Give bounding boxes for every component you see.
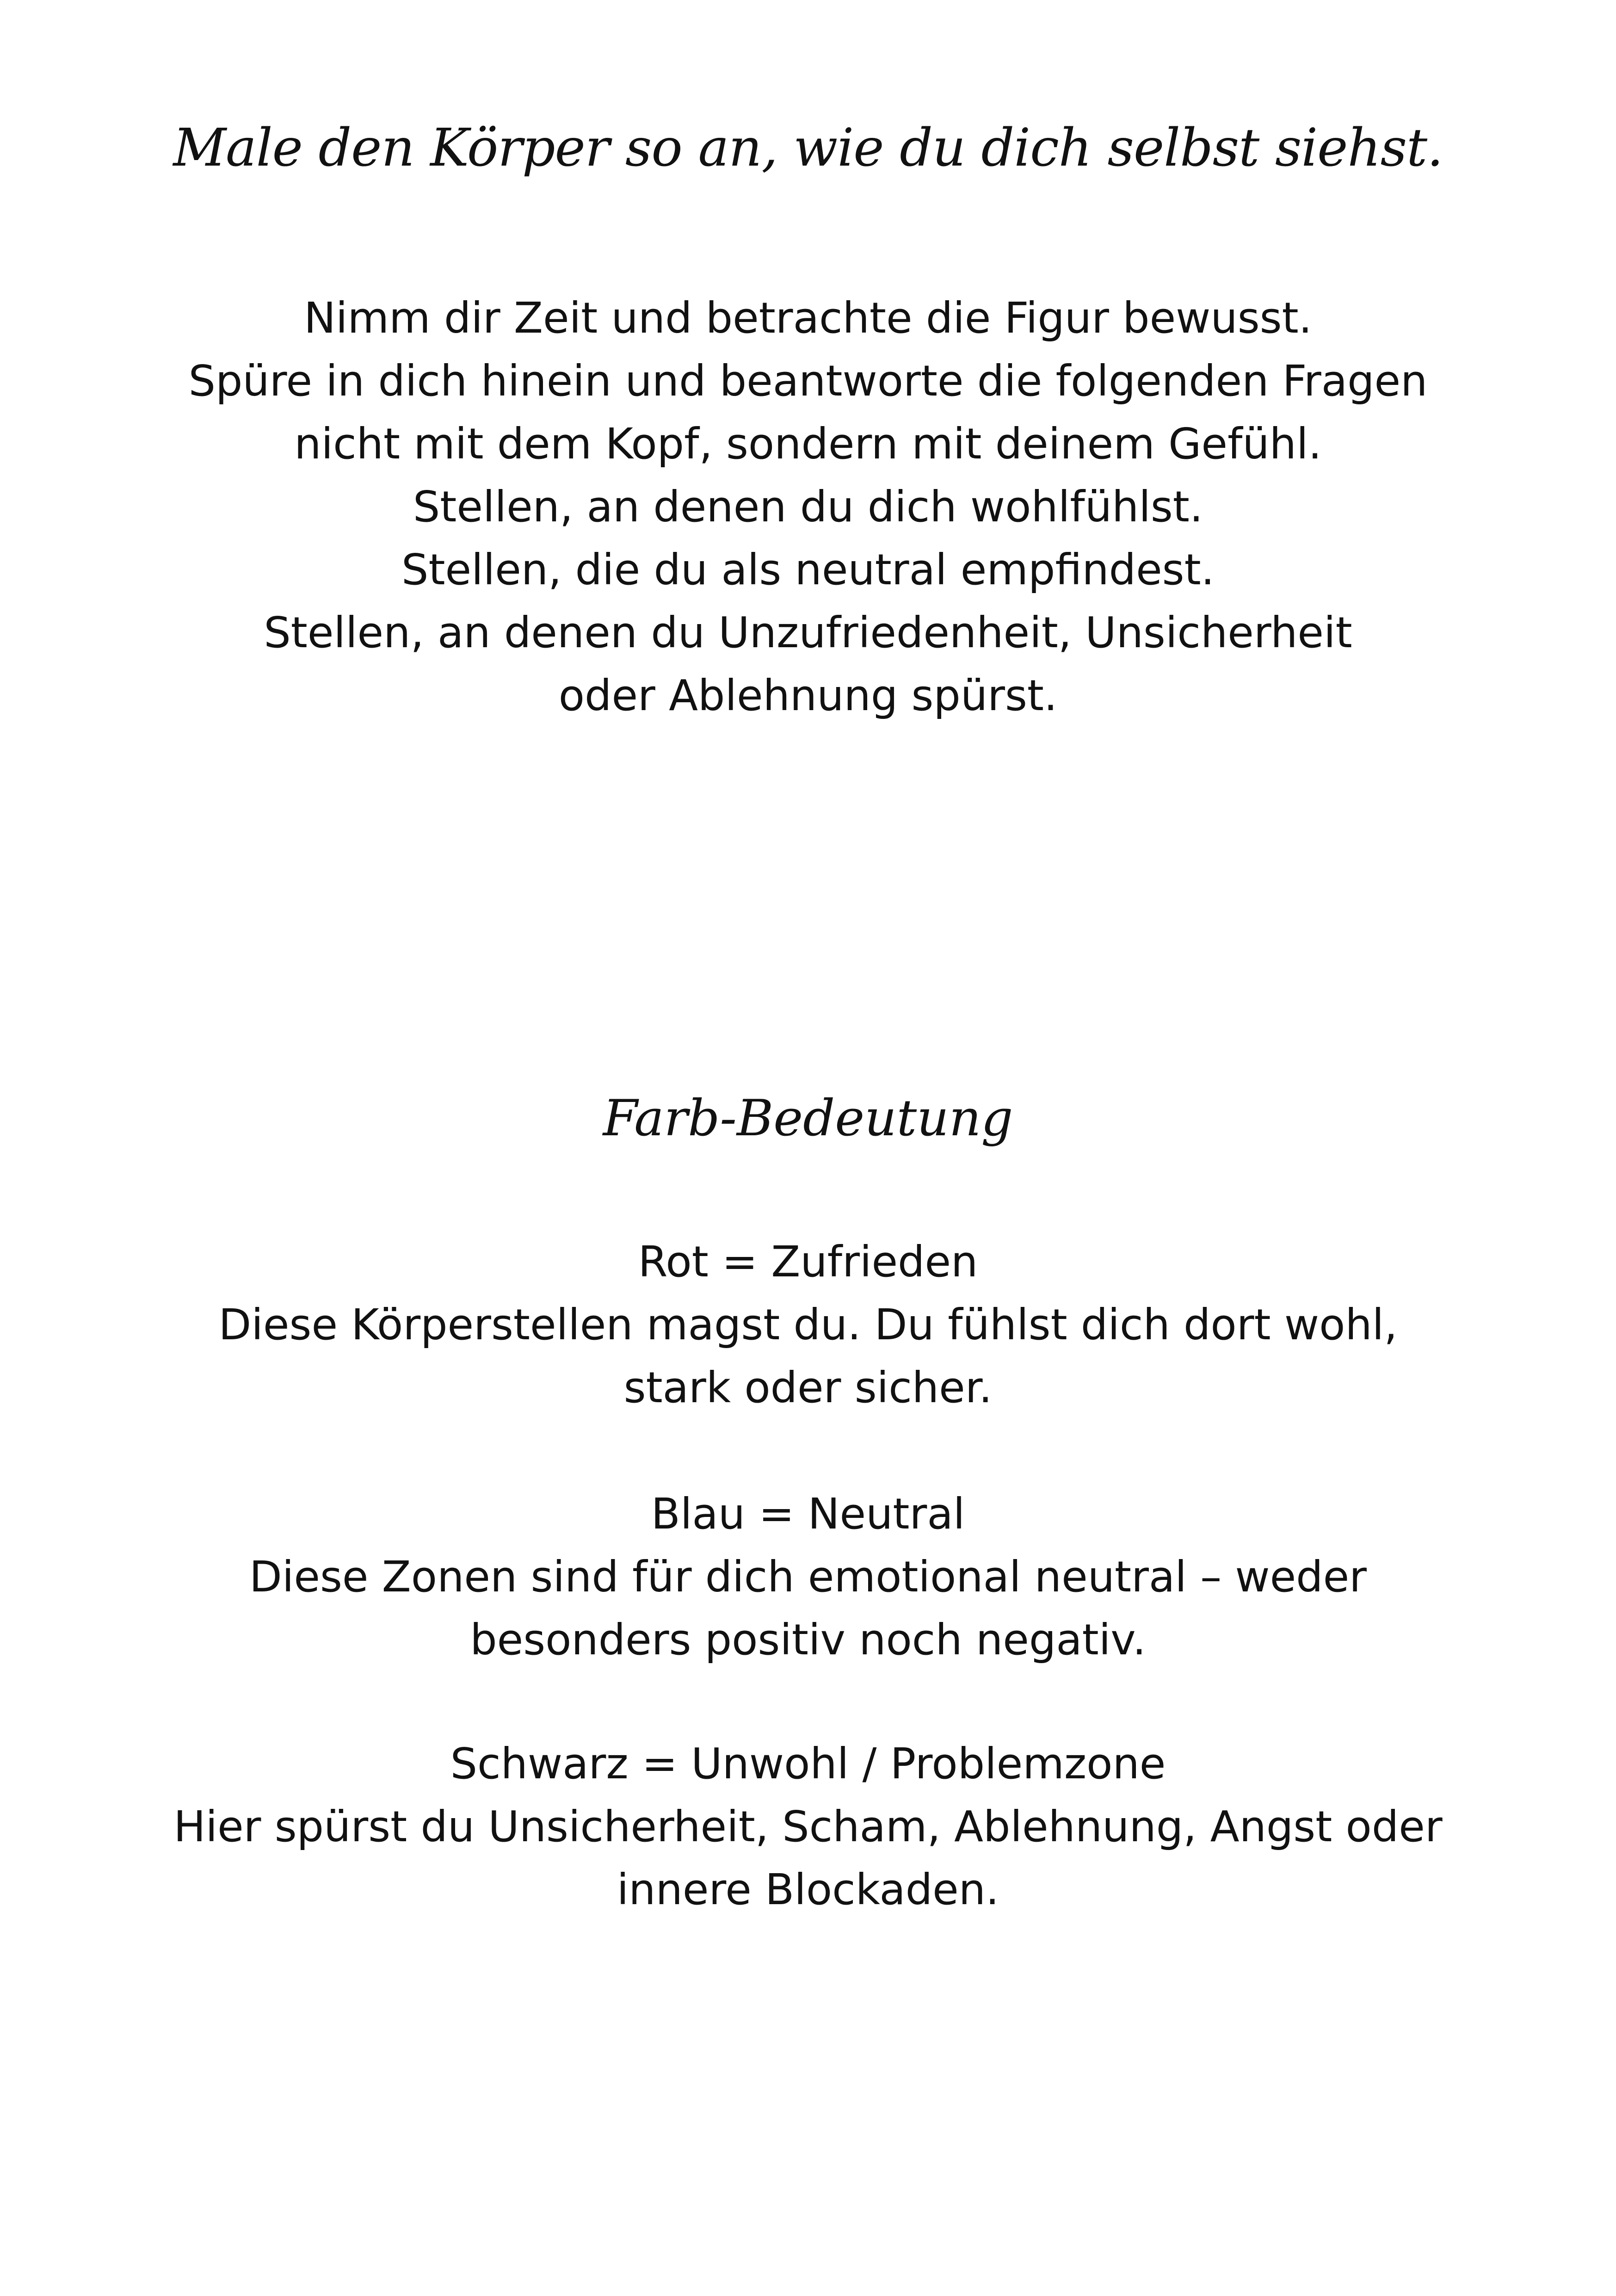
color-blue-title: Blau = Neutral — [651, 1489, 965, 1539]
color-meaning-heading: Farb-Bedeutung — [603, 1089, 1013, 1147]
color-red-section — [0, 1231, 1616, 1419]
color-red-description: Diese Körperstellen magst du. Du fühlst dich dort wohl, — [218, 1300, 1398, 1349]
intro-line: Stellen, an denen du dich wohlfühlst. — [413, 482, 1203, 532]
color-black-description: innere Blockaden. — [617, 1865, 999, 1914]
intro-line: Nimm dir Zeit und betrachte die Figur bewusst. — [304, 293, 1312, 343]
color-red-description: stark oder sicher. — [623, 1363, 993, 1412]
intro-line: oder Ablehnung spürst. — [558, 671, 1058, 720]
color-red-title: Rot = Zufrieden — [638, 1237, 978, 1287]
intro-line: Stellen, die du als neutral empfindest. — [401, 545, 1215, 594]
color-blue-section — [0, 1483, 1616, 1671]
intro-line: nicht mit dem Kopf, sondern mit deinem Gefühl. — [294, 419, 1322, 469]
page-heading: Male den Körper so an, wie du dich selbst siehst. — [173, 118, 1443, 178]
intro-line: Stellen, an denen du Unzufriedenheit, Unsicherheit — [264, 608, 1352, 657]
color-blue-description: Diese Zonen sind für dich emotional neutral – weder — [249, 1552, 1367, 1602]
color-black-section — [0, 1733, 1616, 1921]
intro-text — [0, 287, 1616, 727]
color-blue-description: besonders positiv noch negativ. — [470, 1615, 1146, 1665]
color-black-title: Schwarz = Unwohl / Problemzone — [450, 1739, 1166, 1789]
color-black-description: Hier spürst du Unsicherheit, Scham, Ablehnung, Angst oder — [173, 1802, 1443, 1851]
intro-line: Spüre in dich hinein und beantworte die folgenden Fragen — [188, 356, 1428, 406]
